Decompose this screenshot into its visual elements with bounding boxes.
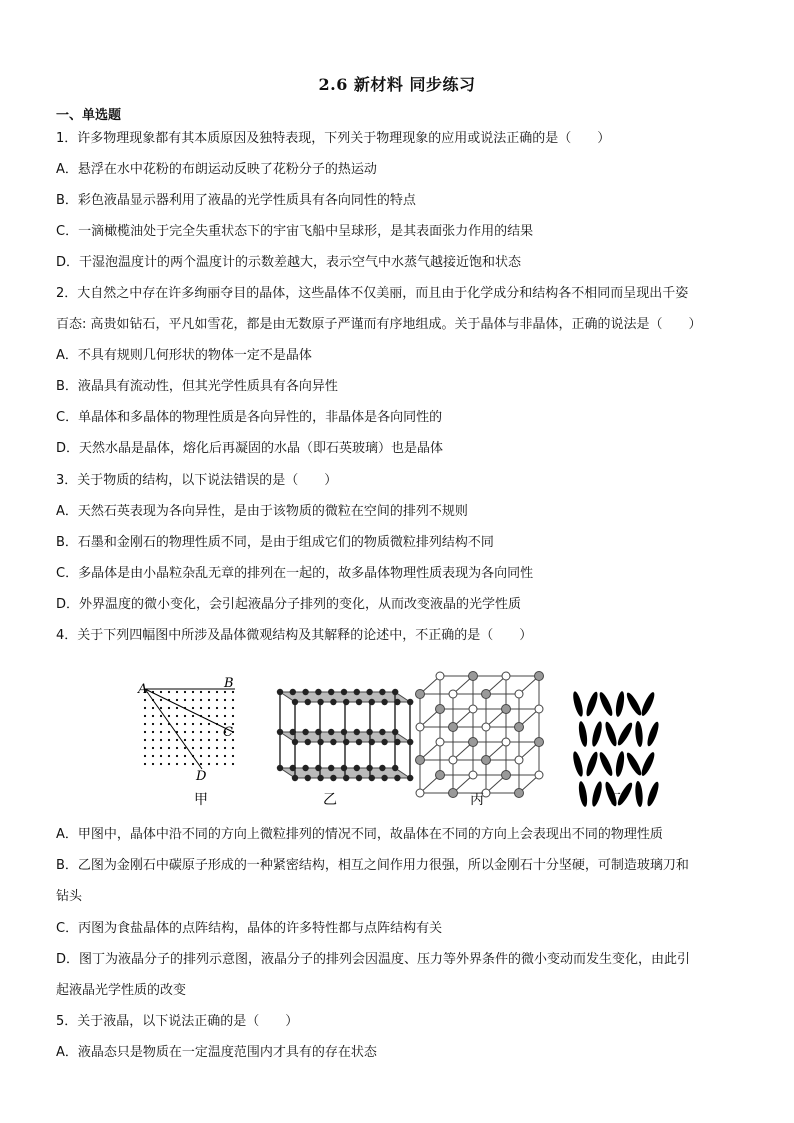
carbon-atom (330, 739, 336, 745)
carbon-atom (305, 699, 311, 705)
lattice-dot (176, 691, 178, 693)
carbon-atom (356, 739, 362, 745)
carbon-atom (343, 775, 349, 781)
lattice-dot (216, 747, 218, 749)
carbon-atom (277, 765, 283, 771)
liquid-crystal-molecule (624, 691, 643, 717)
lattice-dot (192, 747, 194, 749)
liquid-crystal-molecule (571, 691, 584, 718)
lattice-dot (200, 707, 202, 709)
carbon-atom (379, 729, 385, 735)
liquid-crystal-molecule (639, 691, 656, 718)
liquid-crystal-molecule (590, 781, 603, 808)
lattice-ion (515, 756, 523, 764)
liquid-crystal-molecule (584, 751, 599, 778)
lattice-dot (208, 731, 210, 733)
carbon-atom (302, 765, 308, 771)
lattice-dot (208, 723, 210, 725)
carbon-atom (277, 689, 283, 695)
carbon-atom (394, 739, 400, 745)
lattice-ion (416, 756, 425, 765)
text-line: D．外界温度的微小变化，会引起液晶分子排列的变化，从而改变液晶的光学性质 (56, 597, 522, 612)
text-line: D．干湿泡温度计的两个温度计的示数差越大，表示空气中水蒸气越接近饱和状态 (56, 255, 522, 270)
text-line: A．甲图中，晶体中沿不同的方向上微粒排列的情况不同，故晶体在不同的方向上会表现出不同的物理性质 (56, 827, 663, 842)
liquid-crystal-molecule (645, 781, 660, 808)
carbon-atom (290, 729, 296, 735)
lattice-dot (224, 699, 226, 701)
carbon-atom (369, 699, 375, 705)
liquid-crystal-molecule (597, 751, 614, 778)
lattice-dot (160, 723, 162, 725)
carbon-atom (302, 729, 308, 735)
carbon-atom (341, 729, 347, 735)
liquid-crystal-molecule (615, 721, 634, 747)
text-line: C．单晶体和多晶体的物理性质是各向异性的，非晶体是各向同性的 (56, 410, 443, 425)
text-line: B．液晶具有流动性，但其光学性质具有各向异性 (56, 379, 338, 394)
lattice-dot (168, 747, 170, 749)
lattice-dot (200, 763, 202, 765)
lattice-dot (184, 691, 186, 693)
lattice-ion (449, 756, 457, 764)
carbon-atom (292, 739, 298, 745)
text-line: 2．大自然之中存在许多绚丽夺目的晶体，这些晶体不仅美丽，而且由于化学成分和结构各不相同而呈现出千姿 (56, 286, 689, 301)
carbon-atom (369, 739, 375, 745)
lattice-dot (160, 739, 162, 741)
salt-lattice-bing (416, 672, 544, 798)
carbon-atom (343, 739, 349, 745)
carbon-atom (315, 689, 321, 695)
liquid-crystal-molecule (639, 751, 656, 778)
lattice-ion (416, 690, 425, 699)
lattice-dot (216, 691, 218, 693)
lattice-dot (176, 699, 178, 701)
liquid-crystal-molecule (645, 721, 660, 748)
lattice-dot (208, 739, 210, 741)
lattice-dot (176, 747, 178, 749)
lattice-dot (168, 715, 170, 717)
caption-ding: 丁 (607, 792, 621, 808)
liquid-crystal-molecule (603, 721, 618, 748)
carbon-atom (343, 699, 349, 705)
carbon-atom (354, 729, 360, 735)
lattice-dot (168, 707, 170, 709)
lattice-ion (502, 738, 510, 746)
crystal-figure (130, 664, 670, 814)
lattice-dot (200, 755, 202, 757)
lattice-dot (224, 755, 226, 757)
text-line: 钻头 (56, 889, 83, 904)
lattice-ion (436, 738, 444, 746)
text-line: C．多晶体是由小晶粒杂乱无章的排列在一起的，故多晶体物理性质表现为各向同性 (56, 566, 534, 581)
carbon-atom (341, 689, 347, 695)
lattice-ion (469, 672, 478, 681)
lattice-ion (535, 771, 543, 779)
carbon-atom (354, 765, 360, 771)
lattice-dot (184, 723, 186, 725)
lattice-ion (449, 723, 458, 732)
lattice-dot (200, 699, 202, 701)
lattice-dot (208, 747, 210, 749)
text-line: A．不具有规则几何形状的物体一定不是晶体 (56, 348, 312, 363)
carbon-atom (317, 775, 323, 781)
lattice-dot (144, 715, 146, 717)
lattice-dot (144, 739, 146, 741)
carbon-atom (392, 689, 398, 695)
lattice-dot (216, 739, 218, 741)
liquid-crystal-ding (571, 691, 660, 808)
carbon-atom (305, 739, 311, 745)
lattice-dot (232, 747, 234, 749)
lattice-dot (160, 747, 162, 749)
lattice-ion (502, 705, 511, 714)
lattice-dot (216, 707, 218, 709)
text-line: 百态: 高贵如钻石，平凡如雪花，都是由无数原子严谨而有序地组成。关于晶体与非晶体，正确的说法是（ ） (56, 317, 702, 332)
lattice-ion (502, 771, 511, 780)
carbon-atom (394, 699, 400, 705)
carbon-atom (330, 699, 336, 705)
text-line: 1．许多物理现象都有其本质原因及独特表现，下列关于物理现象的应用或说法正确的是（ ） (56, 131, 611, 146)
lattice-dot (216, 755, 218, 757)
lattice-dot (176, 739, 178, 741)
label-d: D (196, 769, 207, 784)
lattice-dot (168, 755, 170, 757)
lattice-ion (482, 723, 490, 731)
diamond-structure-yi (277, 689, 414, 781)
lattice-dot (200, 723, 202, 725)
carbon-atom (328, 689, 334, 695)
carbon-atom (381, 775, 387, 781)
lattice-dot (192, 691, 194, 693)
lattice-dot (216, 731, 218, 733)
lattice-dot (184, 747, 186, 749)
lattice-dot (184, 763, 186, 765)
carbon-atom (328, 729, 334, 735)
carbon-atom (328, 765, 334, 771)
carbon-atom (290, 765, 296, 771)
lattice-dot (192, 739, 194, 741)
carbon-atom (407, 775, 413, 781)
lattice-dot (232, 715, 234, 717)
lattice-ion (436, 771, 445, 780)
lattice-dot (152, 763, 154, 765)
text-line: 5．关于液晶，以下说法正确的是（ ） (56, 1014, 299, 1029)
lattice-dot (200, 747, 202, 749)
liquid-crystal-molecule (634, 721, 643, 748)
lattice-dot (208, 691, 210, 693)
lattice-ion (449, 690, 457, 698)
lattice-dot (176, 723, 178, 725)
carbon-atom (330, 775, 336, 781)
lattice-ion (449, 789, 458, 798)
carbon-atom (392, 729, 398, 735)
text-line: B．石墨和金刚石的物理性质不同，是由于组成它们的物质微粒排列结构不同 (56, 535, 494, 550)
liquid-crystal-molecule (634, 781, 643, 808)
lattice-dot (232, 755, 234, 757)
lattice-dot (200, 731, 202, 733)
liquid-crystal-molecule (614, 691, 625, 718)
lattice-dot (200, 691, 202, 693)
carbon-atom (392, 765, 398, 771)
lattice-ion (436, 705, 445, 714)
caption-jia: 甲 (194, 792, 208, 808)
lattice-dot (168, 763, 170, 765)
lattice-dot (192, 699, 194, 701)
lattice-dot (224, 763, 226, 765)
carbon-atom (302, 689, 308, 695)
caption-yi: 乙 (323, 792, 337, 808)
liquid-crystal-molecule (571, 751, 584, 778)
carbon-atom (407, 699, 413, 705)
lattice-dot (232, 763, 234, 765)
liquid-crystal-molecule (577, 721, 588, 748)
carbon-atom (366, 729, 372, 735)
carbon-atom (305, 775, 311, 781)
lattice-dot (152, 731, 154, 733)
label-a: A (138, 682, 148, 697)
text-line: C．一滴橄榄油处于完全失重状态下的宇宙飞船中呈球形，是其表面张力作用的结果 (56, 224, 534, 239)
lattice-dot (208, 707, 210, 709)
liquid-crystal-molecule (584, 691, 599, 718)
carbon-atom (317, 739, 323, 745)
lattice-dot (192, 707, 194, 709)
lattice-dot (176, 715, 178, 717)
lattice-dot (152, 755, 154, 757)
carbon-atom (356, 775, 362, 781)
carbon-atom (381, 699, 387, 705)
lattice-dot (192, 723, 194, 725)
carbon-atom (394, 775, 400, 781)
carbon-atom (369, 775, 375, 781)
lattice-dot (168, 731, 170, 733)
lattice-ion (535, 738, 544, 747)
lattice-dot (160, 699, 162, 701)
lattice-ion (416, 723, 424, 731)
lattice-ion (535, 672, 544, 681)
lattice-dot (208, 763, 210, 765)
liquid-crystal-molecule (590, 721, 603, 748)
lattice-dot (192, 763, 194, 765)
section-heading: 一、单选题 (56, 108, 122, 123)
lattice-dot (216, 763, 218, 765)
text-line: 4．关于下列四幅图中所涉及晶体微观结构及其解释的论述中，不正确的是（ ） (56, 628, 533, 643)
carbon-atom (292, 775, 298, 781)
lattice-ion (436, 672, 444, 680)
lattice-dot (144, 699, 146, 701)
carbon-atom (292, 699, 298, 705)
text-line: D．天然水晶是晶体，熔化后再凝固的水晶（即石英玻璃）也是晶体 (56, 441, 444, 456)
lattice-dot (192, 715, 194, 717)
lattice-dot (160, 691, 162, 693)
lattice-dot (208, 699, 210, 701)
lattice-dot (232, 699, 234, 701)
lattice-dot (216, 699, 218, 701)
lattice-dot (168, 691, 170, 693)
carbon-atom (315, 765, 321, 771)
carbon-atom (317, 699, 323, 705)
lattice-dot (144, 731, 146, 733)
lattice-dot (224, 747, 226, 749)
text-line: B．乙图为金刚石中碳原子形成的一种紧密结构，相互之间作用力很强，所以金刚石十分坚硬，可制造玻璃刀和 (56, 858, 689, 873)
lattice-ion (482, 756, 491, 765)
liquid-crystal-molecule (597, 691, 614, 718)
text-line: D．图丁为液晶分子的排列示意图，液晶分子的排列会因温度、压力等外界条件的微小变动而发生变化，由此引 (56, 952, 691, 967)
liquid-crystal-molecule (614, 751, 625, 778)
lattice-dot (200, 739, 202, 741)
lattice-dot (152, 739, 154, 741)
lattice-dot (152, 715, 154, 717)
lattice-dot (176, 755, 178, 757)
label-b: B (224, 676, 234, 691)
carbon-atom (341, 765, 347, 771)
carbon-atom (315, 729, 321, 735)
lattice-dot (208, 715, 210, 717)
lattice-dot (168, 739, 170, 741)
carbon-atom (379, 765, 385, 771)
lattice-ion (535, 705, 543, 713)
text-line: B．彩色液晶显示器利用了液晶的光学性质具有各向同性的特点 (56, 193, 416, 208)
caption-bing: 丙 (470, 792, 484, 808)
lattice-ion (515, 690, 523, 698)
lattice-ion (469, 771, 477, 779)
lattice-dot (184, 699, 186, 701)
liquid-crystal-molecule (577, 781, 588, 808)
lattice-dot (152, 723, 154, 725)
lattice-dot (144, 747, 146, 749)
lattice-dot (160, 707, 162, 709)
carbon-atom (356, 699, 362, 705)
lattice-ion (469, 738, 478, 747)
lattice-dot (216, 715, 218, 717)
text-line: A．天然石英表现为各向异性，是由于该物质的微粒在空间的排列不规则 (56, 504, 468, 519)
carbon-atom (277, 729, 283, 735)
lattice-ion (515, 789, 524, 798)
lattice-dot (184, 755, 186, 757)
lattice-ion (515, 723, 524, 732)
lattice-dot (160, 731, 162, 733)
text-line: 起液晶光学性质的改变 (56, 983, 187, 998)
lattice-diagram-jia (137, 676, 235, 784)
text-line: A．液晶态只是物质在一定温度范围内才具有的存在状态 (56, 1045, 377, 1060)
lattice-dot (176, 707, 178, 709)
text-line: C．丙图为食盐晶体的点阵结构，晶体的许多特性都与点阵结构有关 (56, 921, 443, 936)
lattice-dot (144, 755, 146, 757)
lattice-ion (502, 672, 510, 680)
label-c: C (223, 725, 233, 740)
lattice-ion (469, 705, 477, 713)
lattice-dot (160, 755, 162, 757)
lattice-dot (176, 763, 178, 765)
lattice-dot (160, 763, 162, 765)
lattice-dot (184, 739, 186, 741)
lattice-dot (224, 707, 226, 709)
lattice-dot (232, 707, 234, 709)
lattice-dot (152, 707, 154, 709)
lattice-dot (160, 715, 162, 717)
lattice-dot (192, 731, 194, 733)
lattice-ion (482, 690, 491, 699)
lattice-dot (224, 715, 226, 717)
carbon-atom (407, 739, 413, 745)
carbon-atom (290, 689, 296, 695)
lattice-dot (144, 763, 146, 765)
lattice-dot (144, 723, 146, 725)
carbon-atom (379, 689, 385, 695)
carbon-atom (381, 739, 387, 745)
text-line: 3．关于物质的结构，以下说法错误的是（ ） (56, 473, 338, 488)
lattice-ion (416, 789, 424, 797)
lattice-dot (152, 747, 154, 749)
lattice-dot (208, 755, 210, 757)
lattice-dot (224, 691, 226, 693)
liquid-crystal-molecule (624, 751, 643, 777)
lattice-dot (184, 731, 186, 733)
carbon-atom (366, 689, 372, 695)
text-line: A．悬浮在水中花粉的布朗运动反映了花粉分子的热运动 (56, 162, 377, 177)
carbon-atom (366, 765, 372, 771)
lattice-dot (184, 715, 186, 717)
lattice-dot (144, 707, 146, 709)
carbon-atom (354, 689, 360, 695)
lattice-dot (232, 691, 234, 693)
page-title: 2.6 新材料 同步练习 (318, 75, 476, 94)
